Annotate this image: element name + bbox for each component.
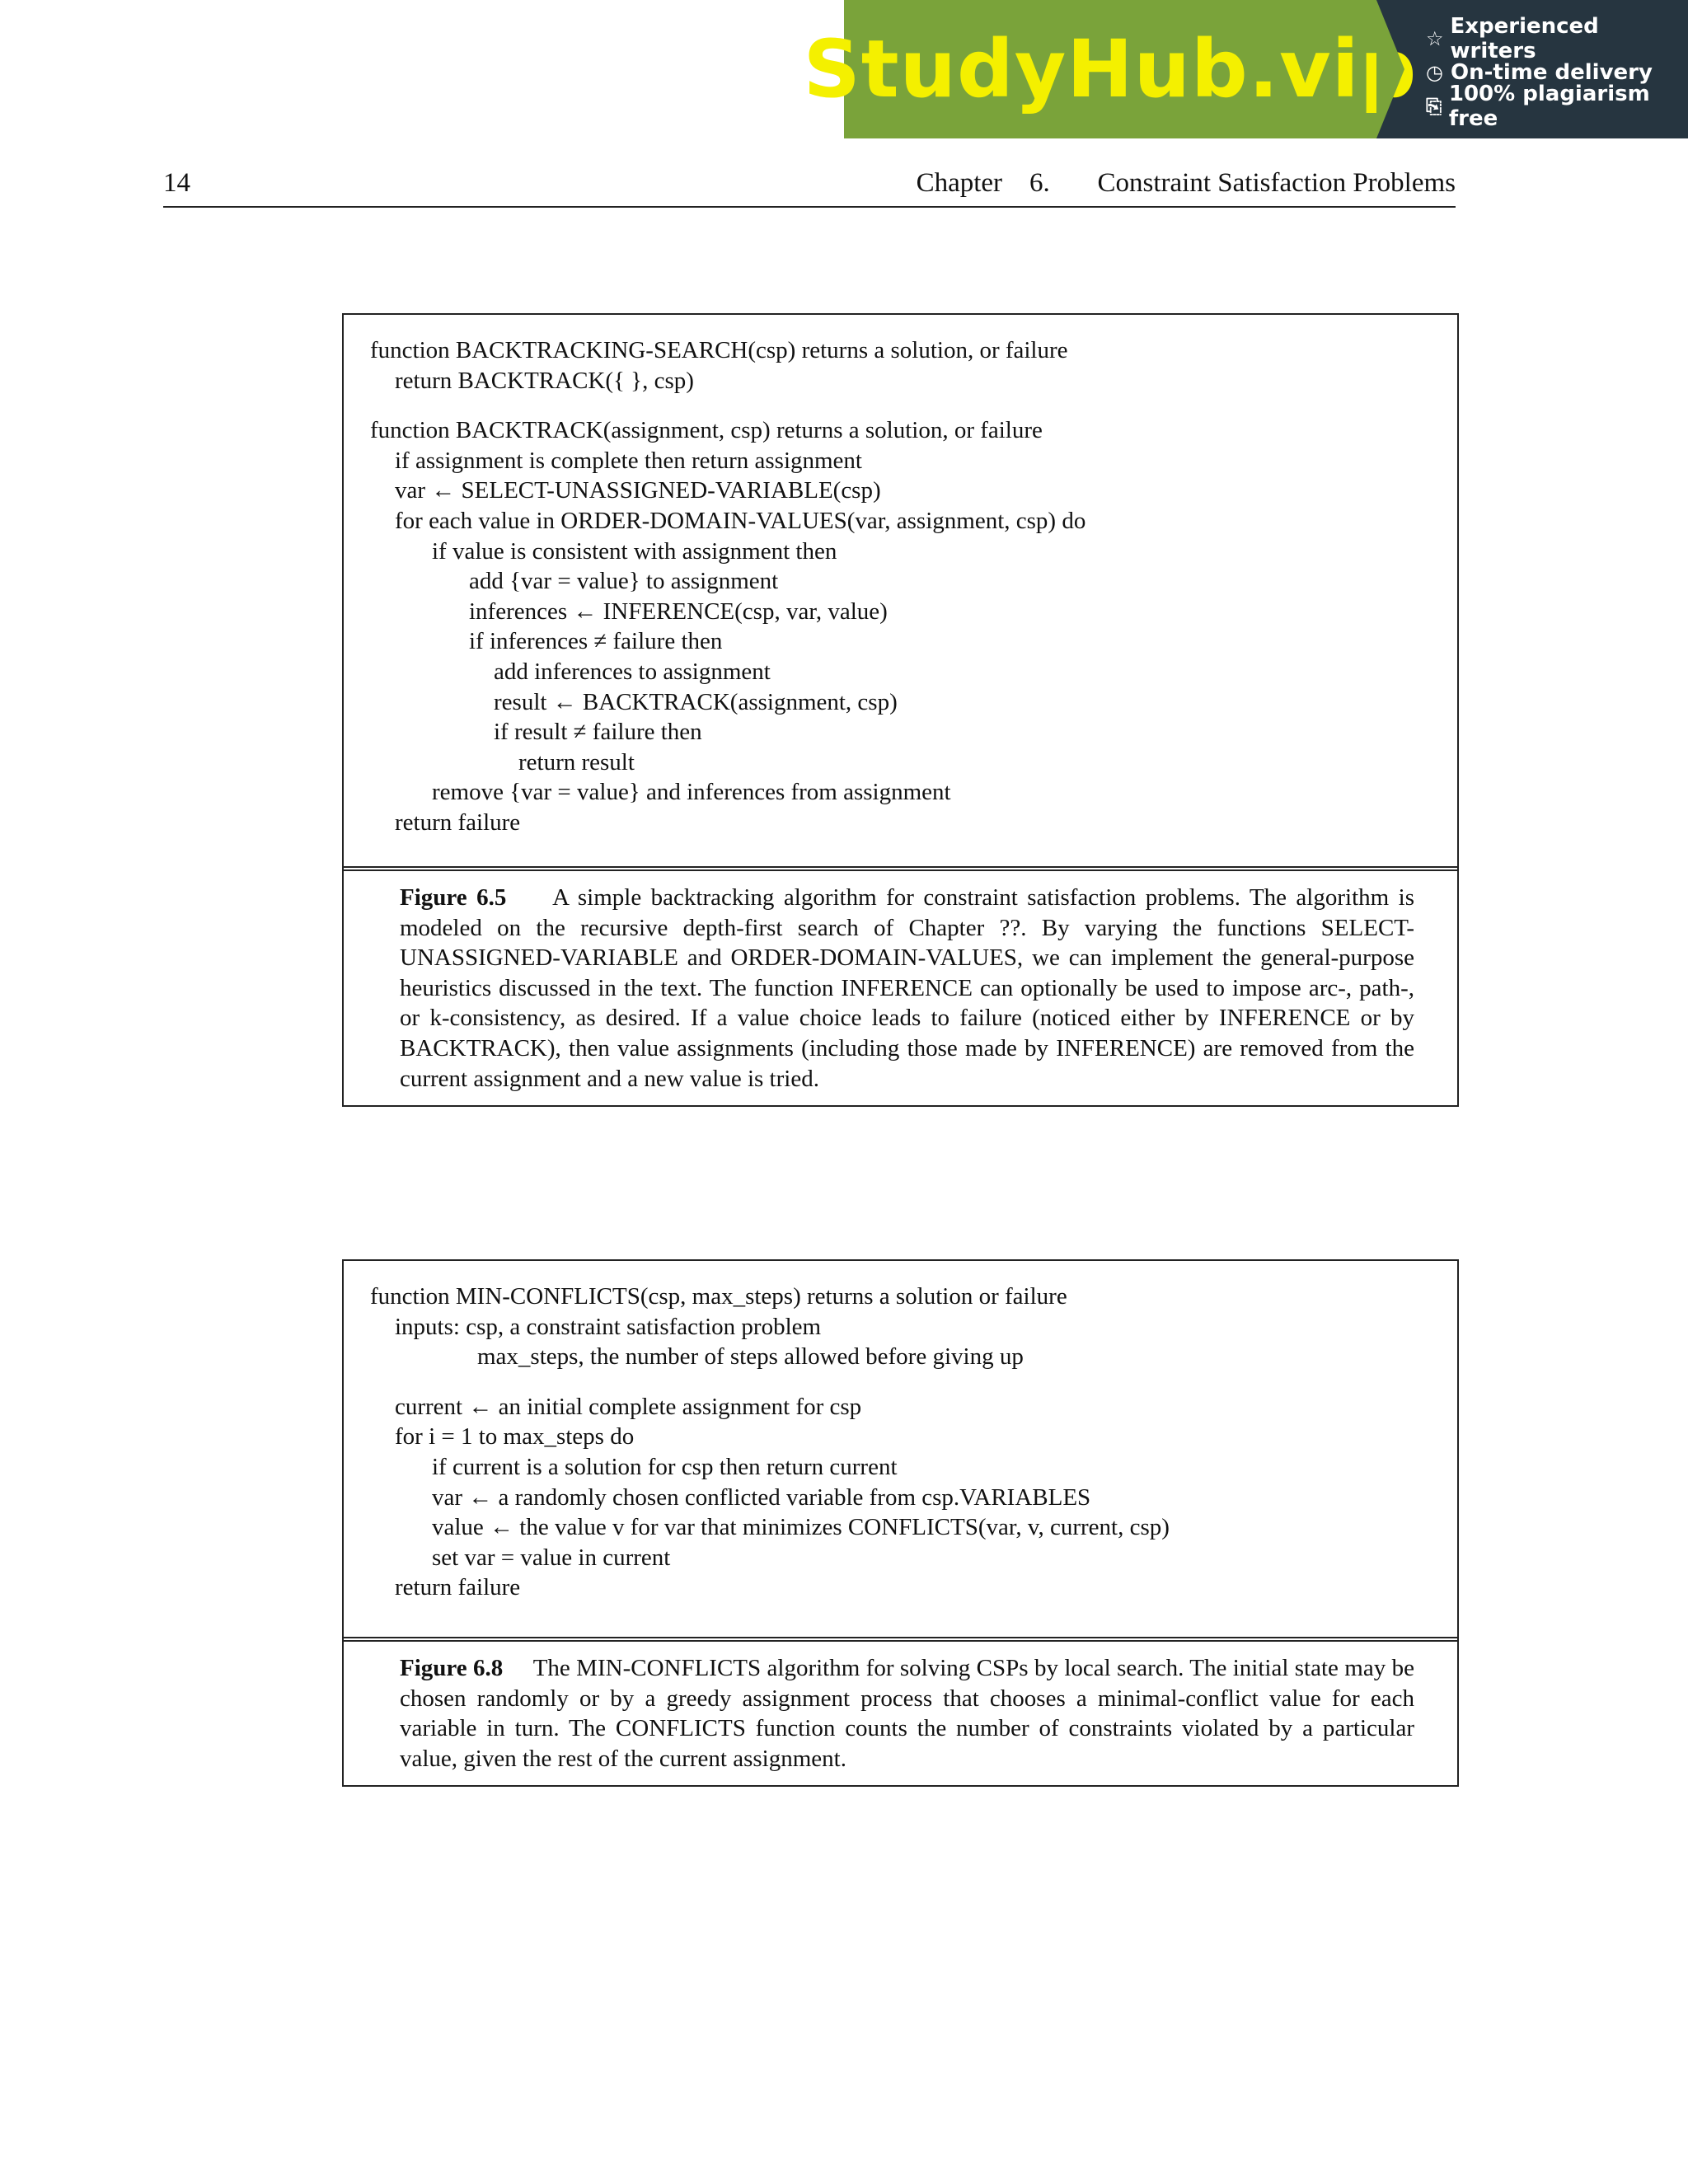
feature-item xyxy=(1426,13,1688,63)
code-line: add {var = value} to assignment xyxy=(469,568,779,595)
code-line: value ← the value v for var that minimizes CONFLICTS(var, v, current, csp) xyxy=(432,1514,1170,1541)
figure-caption xyxy=(344,871,1457,1105)
chapter-title: Chapter 6. Constraint Satisfaction Problems xyxy=(916,168,1456,198)
figure-caption xyxy=(344,1642,1457,1785)
algorithm-min-conflicts xyxy=(344,1261,1457,1642)
code-line: current ← an initial complete assignment for csp xyxy=(395,1393,862,1420)
banner-arrow-shape xyxy=(1376,0,1404,138)
code-line: result ← BACKTRACK(assignment, csp) xyxy=(494,688,898,715)
code-line: set var = value in current xyxy=(432,1544,671,1571)
code-line: if inferences ≠ failure then xyxy=(469,628,723,655)
code-line: function MIN-CONFLICTS(csp, max_steps) returns a solution or failure xyxy=(370,1283,1067,1310)
caption-text: The MIN-CONFLICTS algorithm for solving CSPs by local search. The initial state may be chosen randomly or by a greedy assignment process that chooses a minimal-conflict value for each variable in turn. The CONFLICTS function counts the number of constraints violated by a particular value, given the rest of the current assignment. xyxy=(400,1655,1414,1772)
code-line: function BACKTRACKING-SEARCH(csp) returns a solution, or failure xyxy=(370,337,1068,363)
brand-logo: StudyHub.vip xyxy=(803,23,1418,115)
code-line: function BACKTRACK(assignment, csp) returns a solution, or failure xyxy=(370,417,1043,444)
brand-panel xyxy=(803,0,1418,138)
figure-min-conflicts xyxy=(342,1259,1459,1787)
code-line: for i = 1 to max_steps do xyxy=(395,1423,635,1451)
code-line: max_steps, the number of steps allowed before giving up xyxy=(477,1343,1024,1371)
code-line: return failure xyxy=(395,1574,521,1601)
page-number: 14 xyxy=(163,168,190,198)
figure-backtracking xyxy=(342,313,1459,1107)
code-line: if result ≠ failure then xyxy=(494,719,702,746)
code-line: inferences ← INFERENCE(csp, var, value) xyxy=(469,598,888,625)
code-line: var ← SELECT-UNASSIGNED-VARIABLE(csp) xyxy=(395,477,881,504)
feature-label: 100% plagiarism free xyxy=(1448,81,1650,131)
code-line: return failure xyxy=(395,808,521,836)
running-header xyxy=(163,165,1456,208)
star-icon: ☆ xyxy=(1426,26,1444,50)
code-line: return result xyxy=(518,748,635,776)
code-line: var ← a randomly chosen conflicted variable from csp.VARIABLES xyxy=(432,1483,1091,1511)
code-line: if current is a solution for csp then return current xyxy=(432,1453,898,1480)
code-line: remove {var = value} and inferences from assignment xyxy=(432,779,951,806)
code-line: for each value in ORDER-DOMAIN-VALUES(var, assignment, csp) do xyxy=(395,507,1086,534)
code-line: inputs: csp, a constraint satisfaction problem xyxy=(395,1313,822,1340)
feature-label: On-time delivery xyxy=(1451,59,1653,85)
code-line: add inferences to assignment xyxy=(494,658,771,685)
code-line: return BACKTRACK({ }, csp) xyxy=(395,367,694,394)
caption-label: Figure 6.8 xyxy=(400,1655,504,1681)
clock-icon: ◷ xyxy=(1426,60,1443,84)
ad-banner[interactable] xyxy=(803,0,1688,138)
feature-list xyxy=(1376,0,1688,138)
caption-label: Figure 6.5 xyxy=(400,884,507,911)
algorithm-backtracking xyxy=(344,315,1457,871)
copy-icon: ⎘ xyxy=(1426,94,1442,118)
feature-item xyxy=(1426,81,1688,131)
code-line: if assignment is complete then return assignment xyxy=(395,447,862,474)
code-line: if value is consistent with assignment then xyxy=(432,537,837,565)
feature-label: Experienced writers xyxy=(1450,13,1599,63)
caption-text: A simple backtracking algorithm for constraint satisfaction problems. The algorithm is modeled on the recursive depth-first search of Chapter ??. By varying the functions SELECT-UNASSIGNED-VARIABLE and ORDER-DOMAIN-VALUES, we can implement the general-purpose heuristics discussed in the text. The function INFERENCE can optionally be used to impose arc-, path-, or k-consistency, as desired. If a value choice leads to failure (noticed either by INFERENCE or by BACKTRACK), then value assignments (including those made by INFERENCE) are removed from the current assignment and a new value is tried. xyxy=(400,884,1414,1092)
